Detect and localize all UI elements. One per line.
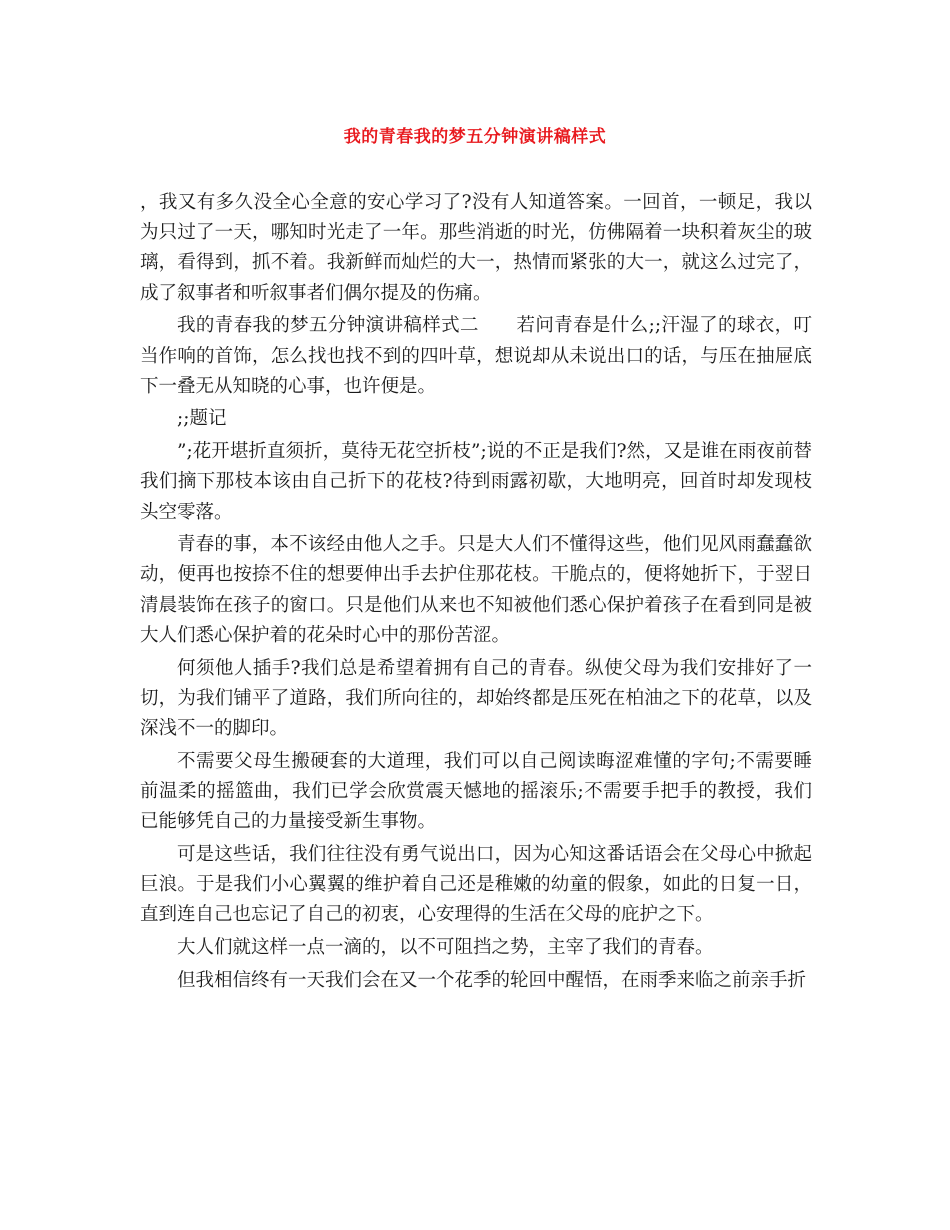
paragraph-2: 我的青春我的梦五分钟演讲稿样式二 若问青春是什么;;汗湿了的球衣，叮当作响的首饰，怎么找也找不到的四叶草，想说却从未说出口的话，与压在抽屉底下一叠无从知晓的心事，也许便是。 <box>140 315 812 397</box>
paragraph-10: 但我相信终有一天我们会在又一个花季的轮回中醒悟，在雨季来临之前亲手折 <box>177 969 807 991</box>
paragraph-3: ;;题记 <box>177 408 227 430</box>
paragraph-9: 大人们就这样一点一滴的，以不可阻挡之势，主宰了我们的青春。 <box>177 936 714 958</box>
paragraph-8: 可是这些话，我们往往没有勇气说出口，因为心知这番话语会在父母心中掀起巨浪。于是我们小心翼翼的维护着自己还是稚嫩的幼童的假象，如此的日复一日，直到连自己也忘记了自己的初衷，心安理得的生活在父母的庇护之下。 <box>140 843 812 926</box>
paragraph-4: ”;花开堪折直须折，莫待无花空折枝”;说的不正是我们?然，又是谁在雨夜前替我们摘下那枝本该由自己折下的花枝?待到雨露初歇，大地明亮，回首时却发现枝头空零落。 <box>140 441 812 523</box>
document-body <box>140 188 812 998</box>
paragraph-1: ，我又有多久没全心全意的安心学习了?没有人知道答案。一回首，一顿足，我以为只过了一天，哪知时光走了一年。那些消逝的时光，仿佛隔着一块积着灰尘的玻璃，看得到，抓不着。我新鲜而灿烂的大一，热情而紧张的大一，就这么过完了，成了叙事者和听叙事者们偶尔提及的伤痛。 <box>140 192 812 304</box>
paragraph-6: 何须他人插手?我们总是希望着拥有自己的青春。纵使父母为我们安排好了一切，为我们铺平了道路，我们所向往的，却始终都是压死在柏油之下的花草，以及深浅不一的脚印。 <box>140 657 812 739</box>
paragraph-5: 青春的事，本不该经由他人之手。只是大人们不懂得这些，他们见风雨蠢蠢欲动，便再也按捺不住的想要伸出手去护住那花枝。干脆点的，便将她折下，于翌日清晨装饰在孩子的窗口。只是他们从来也不知被他们悉心保护着孩子在看到同是被大人们悉心保护着的花朵时心中的那份苦涩。 <box>140 534 812 646</box>
paragraph-7: 不需要父母生搬硬套的大道理，我们可以自己阅读晦涩难懂的字句;不需要睡前温柔的摇篮曲，我们已学会欣赏震天憾地的摇滚乐;不需要手把手的教授，我们已能够凭自己的力量接受新生事物。 <box>140 750 812 833</box>
document-title: 我的青春我的梦五分钟演讲稿样式 <box>343 127 607 147</box>
